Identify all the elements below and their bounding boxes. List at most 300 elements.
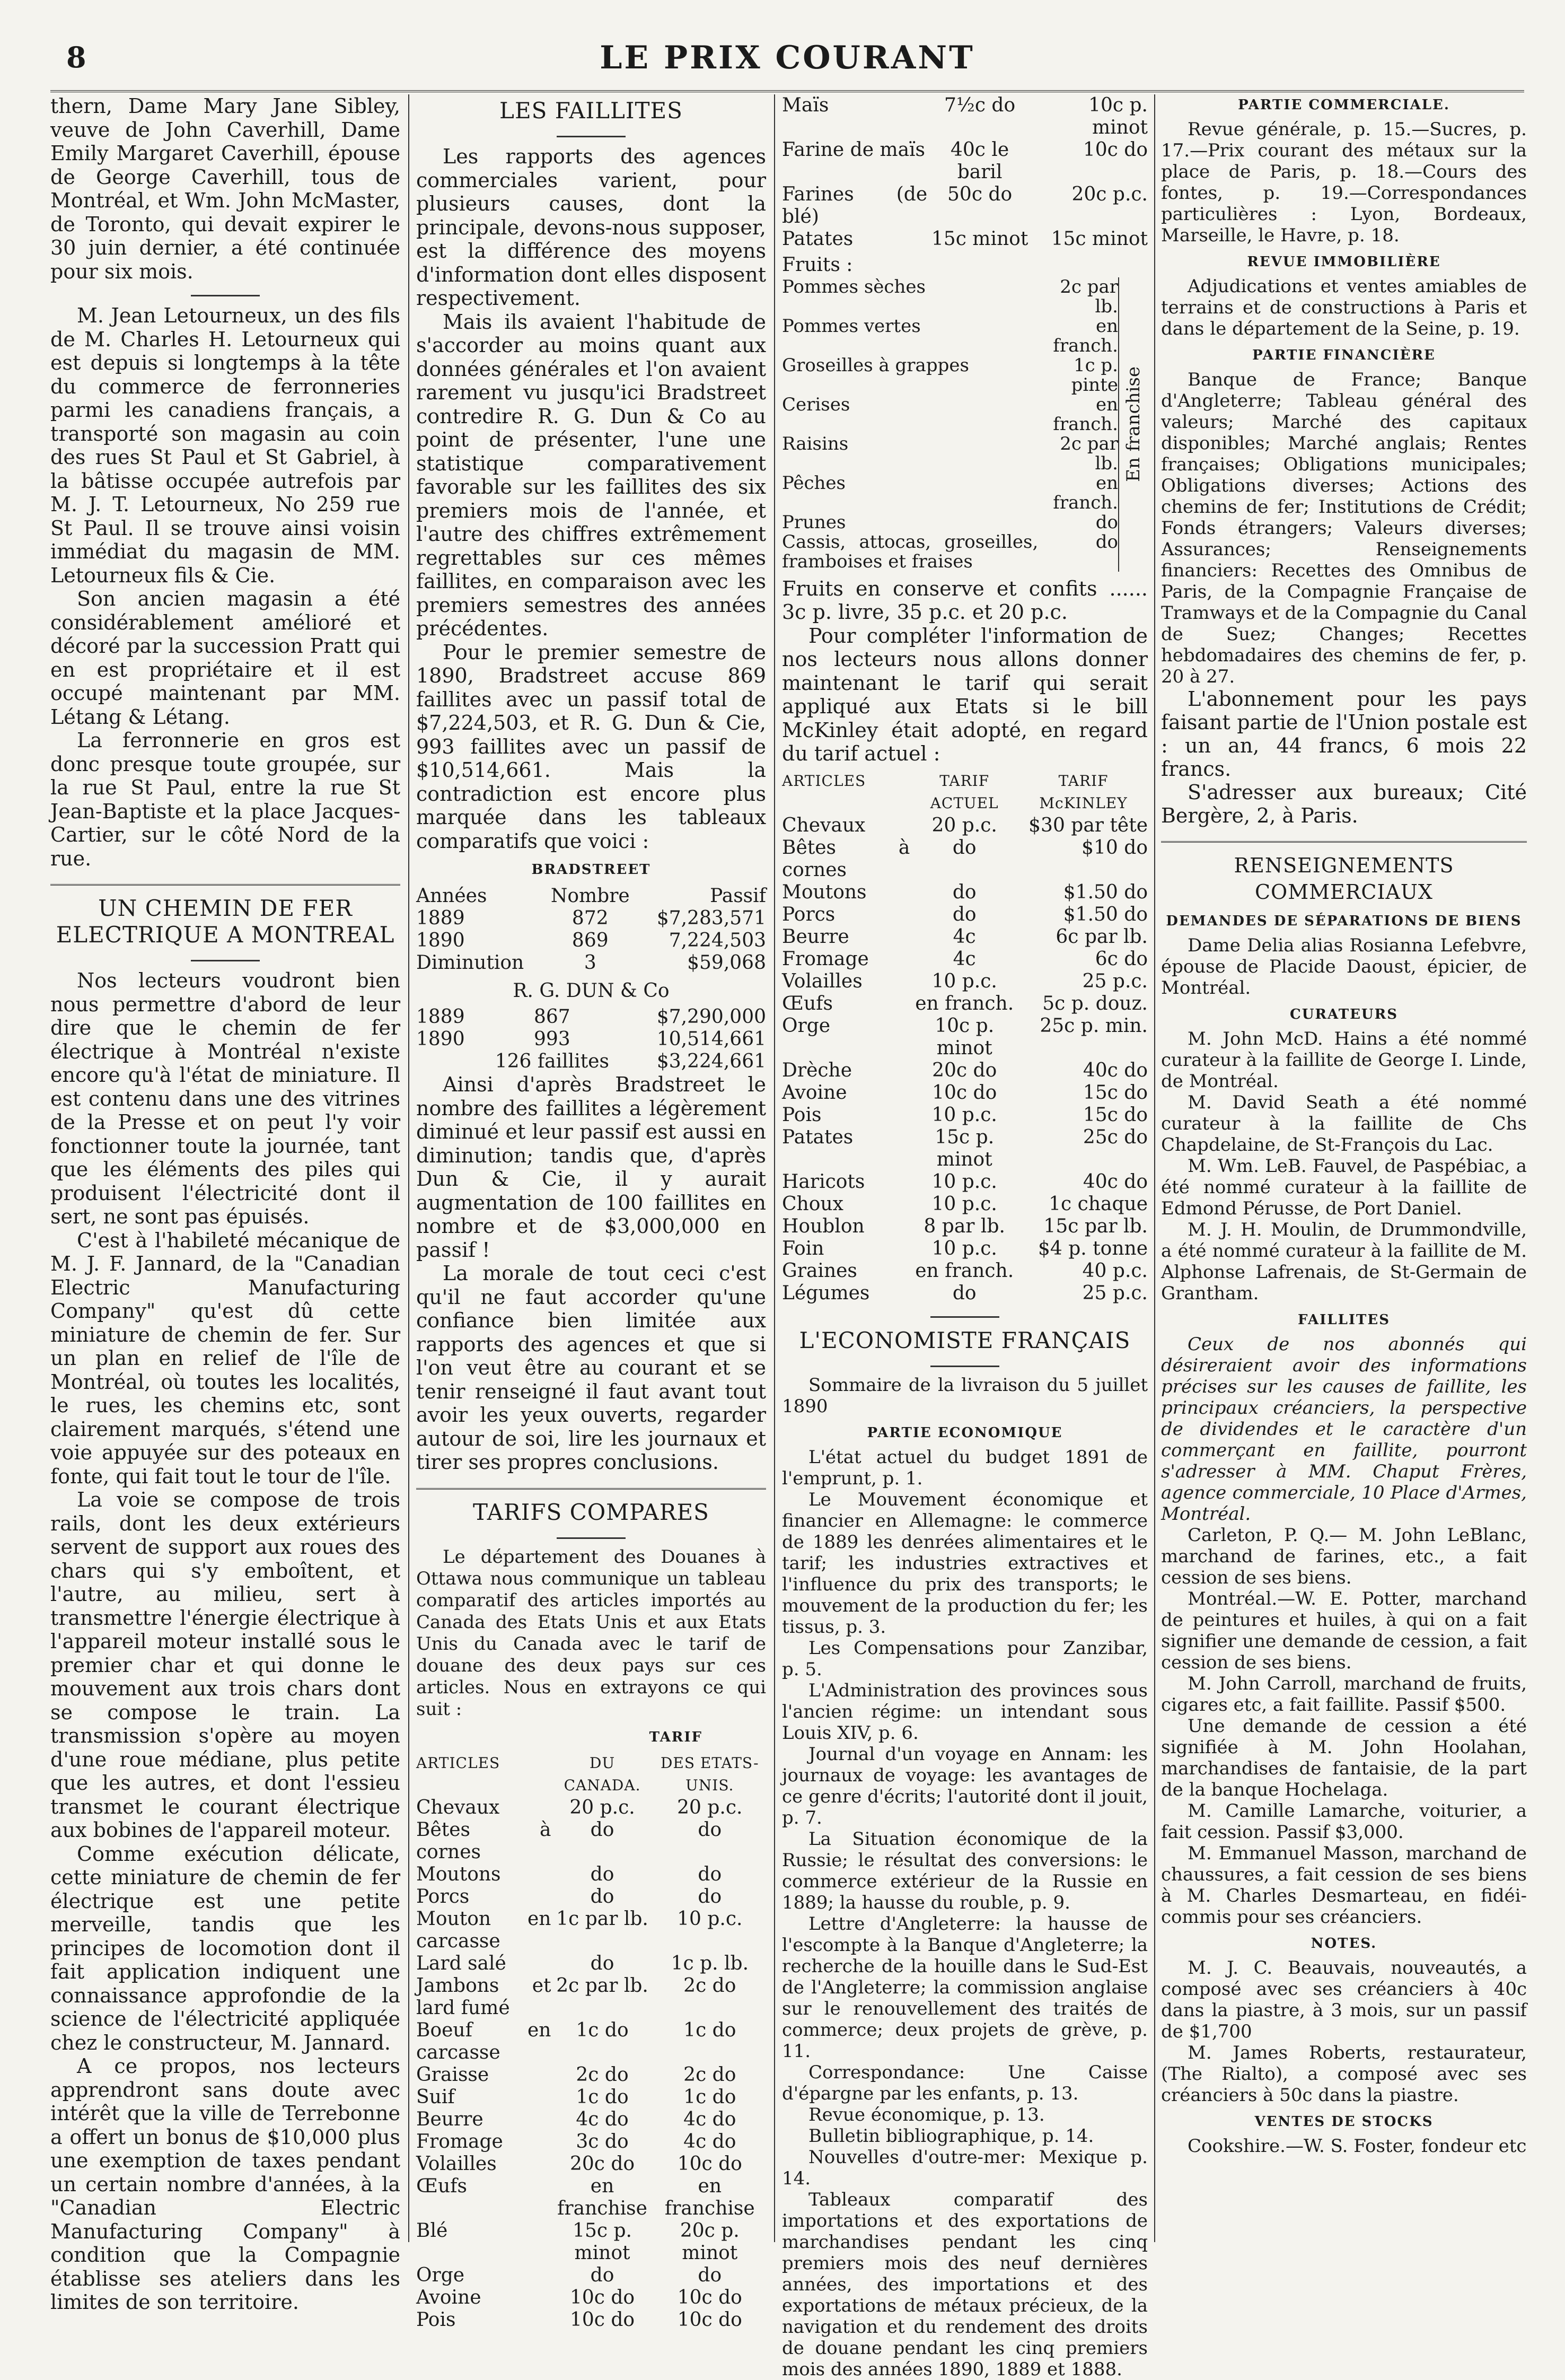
table-cell: 40 p.c.: [1082, 1259, 1148, 1282]
table-cell: 1c do: [576, 2086, 629, 2108]
table-cell: 10 p.c.: [931, 1193, 997, 1215]
table-cell: 4c: [953, 948, 976, 970]
table-row: [416, 1863, 766, 1886]
table-cell: en franchise: [664, 2175, 755, 2219]
table-header: TARIF McKINLEY: [1039, 772, 1128, 812]
dun-table: [416, 1006, 766, 1073]
table-cell: 1889: [416, 1006, 465, 1028]
table-cell: Prunes: [782, 511, 846, 533]
table-cell: 40c le baril: [950, 139, 1009, 183]
table-row: [782, 317, 1118, 356]
table-cell: 15c p. minot: [573, 2220, 632, 2264]
mckinley-table: [782, 770, 1148, 1305]
table-row: [416, 1975, 766, 2019]
table-cell: Porcs: [782, 903, 836, 925]
paragraph: Banque de France; Banque d'Angleterre; Tableau général des valeurs; Marché des capitaux disponibles; Marché anglais; Rentes françaises; Obligations municipales; Obligations diverses; Actions des chemins de fer; Institutions de Crédit; Fonds étrangers; Valeurs diverses; Assurances; Renseignements financiers: Recettes des Omnibus de Paris, de la Compagnie Française de Tramways et de la Compagnie du Canal de Suez; Changes; Recettes hebdomadaires des chemins de fer, p. 20 à 27.: [1161, 369, 1527, 687]
table-cell: do: [698, 1819, 722, 1841]
table-cell: 6c par lb.: [1056, 925, 1148, 948]
table-cell: 10 p.c.: [931, 1104, 997, 1126]
table-cell: Volailles: [416, 2153, 497, 2175]
table-cell: 2c do: [683, 2064, 736, 2086]
masthead-title: LE PRIX COURANT: [600, 39, 975, 76]
table-cell: 10c do: [932, 1081, 997, 1104]
table-cell: do: [698, 1863, 722, 1885]
table-cell: Chevaux: [416, 1797, 500, 1818]
table-cell: 20 p.c.: [931, 814, 997, 836]
paragraph: Revue générale, p. 15.—Sucres, p. 17.—Prix courant des métaux sur la place de Paris, p. 18.—Cours des fontes, p. 19.—Correspondances particulières : Lyon, Bordeaux, Marseille, le Havre, p. 18.: [1161, 119, 1527, 246]
table-cell: do: [952, 1282, 977, 1304]
list-item: Les Compensations pour Zanzibar, p. 5.: [782, 1637, 1148, 1680]
paragraph: La morale de tout ceci c'est qu'il ne faut accorder qu'une confiance bien limitée aux rapports des agences et que si l'on veut être au courant et se tenir renseigné il faut avant tout avoir les yeux ouverts, regarder autour de soi, lire les journaux et tirer ses propres conclusions.: [416, 1262, 766, 1474]
tarifs-table: [416, 1752, 766, 2331]
table-row: [416, 1797, 766, 1819]
table-row: [782, 1015, 1148, 1060]
table-cell: Farines (de blé): [782, 183, 928, 228]
table-cell: 2c par lb.: [1060, 433, 1118, 474]
list-item: Bulletin bibliographique, p. 14.: [808, 2125, 1094, 2147]
table-row: [782, 837, 1148, 881]
table-cell: Boeuf en carcasse: [416, 2019, 551, 2063]
table-row: [782, 1215, 1148, 1238]
list-item: Le Mouvement économique et financier en Allemagne: le commerce de 1889 les denrées alimentaires et le tarif; les industries extractives et l'influence du prix des transports; le mouvement de la production du fer; les tissus, p. 3.: [782, 1489, 1148, 1638]
table-cell: Beurre: [782, 925, 849, 948]
paragraph: Fruits en conserve et confits ...... 3c p. livre, 35 p.c. et 20 p.c.: [782, 576, 1148, 624]
table-header-row: [782, 770, 1148, 815]
paragraph: M. Jean Letourneux, un des fils de M. Charles H. Letourneux qui est depuis si longtemps à la tête du commerce de ferronneries parmi les canadiens français, a transporté son magasin au coin des rues St Paul et St Gabriel, à la bâtisse occupée autrefois par M. J. T. Letourneux, No 259 rue St Paul. Il se trouve ainsi voisin immédiat du magasin de MM. Letourneux fils & Cie.: [50, 304, 400, 587]
table-cell: Raisins: [782, 433, 849, 454]
table-cell: Lard salé: [416, 1953, 506, 1974]
paragraph: Ainsi d'après Bradstreet le nombre des faillites a légèrement diminué et leur passif est aussi en diminution; tandis que, d'après Dun & Cie, il y aurait augmentation de 100 faillites en nombre et de $3,000,000 en passif !: [416, 1073, 766, 1262]
table-header: DES ETATS-UNIS.: [660, 1754, 759, 1794]
list-item: Tableaux comparatif des importations et des exportations de marchandises pendant les cinq premiers mois des neuf dernières années, des importations et des exportations de métaux précieux, de la navigation et du rendement des droits de douane pendant les cinq premiers mois des années 1890, 1889 et 1888.: [782, 2189, 1148, 2380]
table-row: [416, 1028, 766, 1051]
table-cell: 126 faillites: [495, 1051, 609, 1072]
table-row: [782, 993, 1148, 1015]
table-cell: Graisse: [416, 2064, 489, 2086]
table-cell: Moutons: [782, 881, 867, 903]
list-item: L'état actuel du budget 1891 de l'emprunt, p. 1.: [782, 1446, 1148, 1489]
table-row: [782, 948, 1148, 970]
table-caption: R. G. DUN & Co: [513, 979, 670, 1002]
table-cell: 10c do: [677, 2287, 742, 2308]
table-row: [782, 926, 1148, 948]
table-row: [782, 474, 1118, 513]
table-row: [782, 970, 1148, 993]
table-row: [416, 1051, 766, 1073]
table-cell: 4c do: [576, 2108, 629, 2130]
table-header: ARTICLES: [782, 772, 866, 790]
table-cell: Foin: [782, 1237, 824, 1259]
table-cell: 25 p.c.: [1082, 1282, 1148, 1304]
table-row: [416, 2220, 766, 2264]
divider: [557, 136, 626, 137]
table-row: [416, 2019, 766, 2064]
table-header-row: [416, 885, 766, 907]
table-row: [782, 139, 1148, 183]
divider: [557, 1537, 626, 1539]
table-cell: Houblon: [782, 1215, 865, 1237]
list-item: M. David Seath a été nommé curateur à la faillite de Chs Chapdelaine, de St-François du Lac.: [1161, 1092, 1527, 1156]
table-row: [416, 1908, 766, 1953]
list-item: M. James Roberts, restaurateur, (The Rialto), a composé avec ses créanciers à 50c dans la piastre.: [1161, 2042, 1527, 2106]
table-row: [782, 1238, 1148, 1260]
table-cell: 20c p. minot: [680, 2220, 740, 2264]
list-item: Une demande de cession a été signifiée à M. John Hoolahan, marchandises de fantaisie, de la part de la banque Hochelaga.: [1161, 1716, 1527, 1800]
table-cell: do: [1095, 511, 1118, 533]
list-item: M. Wm. LeB. Fauvel, de Paspébiac, a été nommé curateur à la faillite de Edmond Pérusse, de Port Daniel.: [1161, 1156, 1527, 1219]
table-cell: 1c do: [683, 2019, 736, 2041]
fruits-block: [782, 277, 1148, 572]
fruits-table: [782, 277, 1118, 572]
table-cell: 993: [533, 1028, 570, 1050]
table-cell: 3c do: [576, 2131, 629, 2152]
table-cell: Fromage: [416, 2131, 503, 2152]
subsection-label: NOTES.: [1311, 1936, 1377, 1952]
column-2: [416, 94, 766, 2331]
table-cell: 3: [584, 951, 596, 974]
table-row: [782, 1104, 1148, 1126]
table-cell: Beurre: [416, 2108, 483, 2130]
table-row: [782, 277, 1118, 317]
section-divider: [1161, 841, 1527, 843]
table-row: [782, 356, 1118, 395]
table-cell: 4c do: [683, 2108, 736, 2130]
column-rule: [774, 94, 775, 2242]
table-cell: Graines: [782, 1259, 857, 1282]
table-row: [416, 2287, 766, 2309]
table-cell: en franch.: [1053, 472, 1118, 513]
divider: [191, 960, 260, 961]
table-cell: 10,514,661: [656, 1028, 766, 1050]
table-cell: 10c do: [677, 2153, 742, 2175]
subsection-label: PARTIE FINANCIÈRE: [1252, 347, 1436, 363]
table-cell: 20 p.c.: [569, 1797, 635, 1818]
list-item: Journal d'un voyage en Annam: les journaux de voyage: les avantages de ce genre d'écrits; l'autorité dont il jouit, p. 7.: [782, 1743, 1148, 1828]
table-cell: 1c p. pinte: [1071, 354, 1118, 396]
list-item: Carleton, P. Q.— M. John LeBlanc, marchand de farines, etc., a fait cession de ses biens.: [1161, 1525, 1527, 1588]
paragraph: Son ancien magasin a été considérablement amélioré et décoré par la succession Pratt qui en est propriétaire et il est occupé maintenant par MM. Létang & Létang.: [50, 587, 400, 729]
table-cell: Légumes: [782, 1282, 870, 1304]
table-cell: Maïs: [782, 94, 829, 116]
subsection-label: REVUE IMMOBILIÈRE: [1247, 254, 1441, 270]
table-cell: $30 par tête: [1028, 814, 1148, 836]
table-cell: 40c do: [1083, 1170, 1148, 1193]
table-cell: 10 p.c.: [931, 1170, 997, 1193]
table-cell: 25c do: [1083, 1126, 1148, 1148]
table-cell: Suif: [416, 2086, 455, 2108]
list-item: M. Camille Lamarche, voiturier, a fait cession. Passif $3,000.: [1161, 1800, 1527, 1843]
table-cell: 20c p.c.: [1071, 183, 1148, 205]
table-row: [416, 907, 766, 930]
paragraph: L'abonnement pour les pays faisant partie de l'Union postale est : un an, 44 francs, 6 mois 22 francs.: [1161, 687, 1527, 781]
subsection-label: DEMANDES DE SÉPARATIONS DE BIENS: [1166, 913, 1522, 929]
table-cell: Diminution: [416, 951, 524, 974]
table-cell: $10 do: [1082, 836, 1148, 859]
table-row: [782, 904, 1148, 926]
franchise-bracket: [1118, 277, 1148, 572]
table-caption: TARIF: [649, 1729, 702, 1745]
table-cell: 1c chaque: [1049, 1193, 1148, 1215]
list-item: M. Emmanuel Masson, marchand de chaussures, a fait cession de ses biens à M. Charles Desmarteau, en fidéi-commis pour ses créanciers.: [1161, 1843, 1527, 1928]
paragraph: thern, Dame Mary Jane Sibley, veuve de John Caverhill, Dame Emily Margaret Caverhill, épouse de George Caverhill, tous de Montréal, et Wm. John McMaster, de Toronto, qui devait expirer le 30 juin dernier, a été continuée pour six mois.: [50, 94, 400, 283]
table-cell: do: [698, 2264, 722, 2286]
table-cell: Patates: [782, 1126, 854, 1148]
table-cell: 15c p. minot: [935, 1126, 995, 1170]
table-cell: 25c p. min.: [1040, 1014, 1148, 1037]
table-cell: $1.50 do: [1063, 903, 1148, 925]
table-cell: Bêtes à cornes: [782, 836, 910, 881]
table-cell: 15c par lb.: [1043, 1215, 1148, 1237]
table-cell: 10 p.c.: [931, 1237, 997, 1259]
column-rule: [408, 94, 409, 2242]
table-row: [416, 2064, 766, 2086]
page-number: 8: [66, 40, 86, 74]
column-rule: [1154, 94, 1155, 2242]
table-cell: $4 p. tonne: [1038, 1237, 1148, 1259]
table-cell: 1c do: [576, 2019, 629, 2041]
table-cell: Haricots: [782, 1170, 865, 1193]
table-header: Années: [416, 885, 487, 907]
table-cell: $3,224,661: [656, 1051, 766, 1072]
table-cell: 4c do: [683, 2131, 736, 2152]
table-row: [782, 434, 1118, 474]
section-title: TARIFS COMPARES: [473, 1499, 709, 1525]
list-item: M. John Carroll, marchand de fruits, cigares etc, a fait faillite. Passif $500.: [1161, 1673, 1527, 1716]
paragraph: Pour le premier semestre de 1890, Bradstreet accuse 869 faillites avec un passif total de $7,224,503, et R. G. Dun & Cie, 993 faillites avec un passif de $10,514,661. Mais la contradiction est encore plus marquée dans les tableaux comparatifs que voici :: [416, 640, 766, 853]
table-row: [782, 532, 1118, 572]
table-cell: 1c do: [683, 2086, 736, 2108]
table-cell: 20c do: [932, 1059, 997, 1081]
franchise-label: En franchise: [1122, 366, 1144, 482]
table-header: Nombre: [550, 885, 630, 907]
table-cell: 5c p. douz.: [1042, 992, 1148, 1014]
table-cell: Pois: [782, 1104, 822, 1126]
section-title: UN CHEMIN DE FER ELECTRIQUE A MONTREAL: [56, 895, 395, 948]
table-row: [782, 94, 1148, 139]
table-row: [782, 228, 1148, 250]
table-row: [416, 2131, 766, 2153]
table-cell: 10c do: [677, 2309, 742, 2331]
table-cell: Volailles: [782, 970, 863, 992]
column-4: [1161, 94, 1527, 2242]
subsection-label: PARTIE COMMERCIALE.: [1238, 97, 1450, 113]
fruits-label: Fruits :: [782, 254, 853, 276]
table-cell: do: [952, 903, 977, 925]
economiste-summary: [782, 1375, 1148, 2380]
table-cell: $7,283,571: [656, 907, 766, 929]
list-item: Lettre d'Angleterre: la hausse de l'escompte à la Banque d'Angleterre; la recherche de la houille dans le Sud-Est de l'Angleterre; la commission anglaise sur le renouvellement des traités de commerce; deux projets de grève, p. 11.: [782, 1913, 1148, 2062]
table-cell: Groseilles à grappes: [782, 354, 969, 376]
paragraph: Pour compléter l'information de nos lecteurs nous allons donner maintenant le tarif qui serait appliqué aux Etats si le bill McKinley était adopté, en regard du tarif actuel :: [782, 624, 1148, 765]
table-cell: 869: [572, 929, 609, 951]
table-cell: Choux: [782, 1193, 843, 1215]
table-row: [782, 395, 1118, 434]
table-row: [416, 2175, 766, 2220]
paragraph: Sommaire de la livraison du 5 juillet 1890: [782, 1374, 1148, 1417]
table-row: [782, 1171, 1148, 1193]
table-header: DU CANADA.: [564, 1754, 641, 1794]
table-cell: $1.50 do: [1063, 881, 1148, 903]
table-cell: do: [698, 1886, 722, 1908]
table-cell: Orge: [782, 1014, 831, 1037]
table-row: [782, 1060, 1148, 1082]
table-cell: Avoine: [782, 1081, 847, 1104]
table-cell: 10c do: [569, 2309, 635, 2331]
table-cell: 1890: [416, 1028, 465, 1050]
table-cell: Orge: [416, 2264, 465, 2286]
divider: [930, 1366, 999, 1367]
table-cell: 40c do: [1083, 1059, 1148, 1081]
table-cell: en franch.: [915, 1259, 1014, 1282]
table-row: [416, 1006, 766, 1028]
table-cell: en franch.: [915, 992, 1014, 1014]
table-cell: 2c par lb.: [556, 1975, 648, 1997]
table-cell: 1889: [416, 907, 465, 929]
table-cell: 1c par lb.: [556, 1908, 648, 1930]
table-cell: Drèche: [782, 1059, 852, 1081]
table-cell: 10 p.c.: [931, 970, 997, 992]
table-cell: Moutons: [416, 1863, 501, 1885]
table-cell: $59,068: [687, 951, 766, 974]
table-cell: 50c do: [947, 183, 1013, 205]
table-row: [782, 1193, 1148, 1215]
table-header: Passif: [710, 885, 766, 907]
table-cell: 1890: [416, 929, 465, 951]
table-cell: 2c do: [683, 1975, 736, 1997]
table-cell: en franch.: [1053, 393, 1118, 435]
table-row: [782, 881, 1148, 904]
table-row: [782, 1126, 1148, 1171]
table-cell: 872: [572, 907, 609, 929]
paragraph: Le département des Douanes à Ottawa nous communique un tableau comparatif des articles importés au Canada des Etats Unis et aux Etats Unis du Canada avec le tarif de douane des deux pays sur ces articles. Nous en extrayons ce qui suit :: [416, 1546, 766, 1720]
list-item: Cookshire.—W. S. Foster, fondeur etc: [1188, 2136, 1527, 2157]
table-row: [782, 1282, 1148, 1305]
subsection-label: PARTIE ECONOMIQUE: [867, 1424, 1063, 1441]
table-cell: do: [590, 1953, 614, 1974]
table-cell: Avoine: [416, 2287, 481, 2308]
table-cell: Jambons et lard fumé: [416, 1975, 551, 2019]
table-cell: Blé: [416, 2220, 448, 2242]
list-item: M. John McD. Hains a été nommé curateur à la faillite de George I. Linde, de Montréal.: [1161, 1028, 1527, 1092]
paragraph: S'adresser aux bureaux; Cité Bergère, 2, à Paris.: [1161, 781, 1527, 827]
table-row: [782, 513, 1118, 532]
table-cell: 25 p.c.: [1082, 970, 1148, 992]
table-cell: Pois: [416, 2309, 456, 2331]
list-item: L'Administration des provinces sous l'ancien régime: un intendant sous Louis XIV, p. 6.: [782, 1679, 1148, 1744]
table-cell: Pêches: [782, 472, 846, 494]
table-cell: 10c do: [1083, 139, 1148, 161]
table-cell: Cerises: [782, 393, 850, 415]
table-caption: BRADSTREET: [531, 862, 651, 878]
table-row: [416, 952, 766, 974]
table-cell: do: [590, 1863, 614, 1885]
paragraph: Comme exécution délicate, cette miniature de chemin de fer électrique est une petite merveille, tandis que les principes de locomotion dont il fait application indiquent une connaissance approfondie de la science de l'électricité appliquée chez le constructeur, M. Jannard.: [50, 1842, 400, 2054]
table-cell: do: [952, 836, 977, 859]
table-cell: 20c do: [569, 2153, 635, 2175]
table-cell: Œufs: [416, 2175, 467, 2197]
table-cell: 6c do: [1095, 948, 1148, 970]
table-row: [782, 1082, 1148, 1104]
paragraph: Les rapports des agences commerciales varient, pour plusieurs causes, dont la principale, devons-nous supposer, est la différence des moyens d'information dont elles disposent respectivement.: [416, 145, 766, 310]
table-cell: Fromage: [782, 948, 869, 970]
table-row: [416, 1886, 766, 1908]
list-item: M. J. H. Moulin, de Drummondville, a été nommé curateur à la faillite de M. Alphonse Lafrenais, de St-Germain de Grantham.: [1161, 1219, 1527, 1304]
paragraph: La ferronnerie en gros est donc presque toute groupée, sur la rue St Paul, entre la rue St Jean-Baptiste et la place Jacques-Cartier, sur le côté Nord de la rue.: [50, 729, 400, 870]
paragraph: C'est à l'habileté mécanique de M. J. F. Jannard, de la "Canadian Electric Manufacturing Company" qu'est dû cette miniature de chemin de fer. Sur un plan en relief de l'île de Montréal, où toutes les localités, le rues, les chemins etc, sont clairement marqués, s'étend une voie appuyée sur des poteaux en fonte, qui fait tout le tour de l'île.: [50, 1228, 400, 1488]
table-cell: do: [1095, 531, 1118, 553]
table-row: [416, 2086, 766, 2108]
table-cell: Pommes vertes: [782, 315, 921, 337]
table-cell: do: [590, 2264, 614, 2286]
table-cell: 7½c do: [944, 94, 1016, 116]
tarifs-table-continued: [782, 94, 1148, 250]
table-cell: 10 p.c.: [677, 1908, 743, 1930]
table-cell: 2c do: [576, 2064, 629, 2086]
table-cell: Œufs: [782, 992, 833, 1014]
table-cell: Porcs: [416, 1886, 470, 1908]
table-cell: Patates: [782, 228, 854, 250]
table-cell: Farine de maïs: [782, 139, 926, 161]
table-cell: 8 par lb.: [924, 1215, 1005, 1237]
table-row: [416, 930, 766, 952]
table-cell: Bêtes à cornes: [416, 1819, 551, 1863]
table-row: [416, 2264, 766, 2287]
table-row: [782, 1260, 1148, 1282]
section-title: LES FAILLITES: [499, 98, 683, 124]
table-row: [416, 2153, 766, 2175]
table-cell: en franch.: [1053, 315, 1118, 356]
table-cell: 20 p.c.: [677, 1797, 743, 1818]
paragraph: Ceux de nos abonnés qui désireraient avoir des informations précises sur les causes de faillite, les principaux créanciers, la perspective de dividendes et le caractère d'un commerçant en faillite, pourront s'adresser à MM. Chaput Frères, agence commerciale, 10 Place d'Armes, Montréal.: [1161, 1334, 1527, 1525]
table-row: [416, 2108, 766, 2131]
table-cell: 2c par lb.: [1060, 276, 1118, 317]
list-item: La Situation économique de la Russie; le résultat des conversions: le commerce extérieur de la Russie en 1889; la hausse du rouble, p. 9.: [782, 1828, 1148, 1913]
table-cell: 15c do: [1083, 1081, 1148, 1104]
table-cell: Cassis, attocas, groseilles, framboises et fraises: [782, 531, 1039, 572]
paragraph: La voie se compose de trois rails, dont les deux extérieurs servent de support aux roues des chars qui s'y emboîtent, et l'autre, au milieu, sert à transmettre l'énergie électrique à l'appareil moteur installé sous le premier char et qui donne le mouvement aux trois chars dont se compose le train. La transmission s'opère au moyen d'une roue médiane, plus petite que les autres, et dont l'essieu transmet le courant électrique aux bobines de l'appareil moteur.: [50, 1488, 400, 1842]
table-row: [782, 183, 1148, 228]
paragraph: Dame Delia alias Rosianna Lefebvre, épouse de Placide Daoust, épicier, de Montréal.: [1161, 935, 1527, 999]
section-title: L'ECONOMISTE FRANÇAIS: [799, 1327, 1131, 1353]
table-cell: 15c minot: [1051, 228, 1148, 250]
table-cell: 10c do: [569, 2287, 635, 2308]
table-cell: 10c p. minot: [935, 1014, 995, 1059]
paragraph: Adjudications et ventes amiables de terrains et de constructions à Paris et dans le département de la Seine, p. 19.: [1161, 276, 1527, 339]
paragraph: Nos lecteurs voudront bien nous permettre d'abord de leur dire que le chemin de fer électrique à Montréal n'existe encore qu'à l'état de miniature. Il est contenu dans une des vitrines de la Presse et on peut l'y voir fonctionner toute la journée, tant que les éléments des piles qui produisent l'électricité dont il sert, ne sont pas épuisés.: [50, 969, 400, 1228]
subsection-label: VENTES DE STOCKS: [1254, 2114, 1434, 2130]
table-cell: do: [590, 1886, 614, 1908]
table-cell: Pommes sèches: [782, 276, 926, 298]
table-cell: do: [590, 1819, 614, 1841]
table-header: ARTICLES: [416, 1754, 500, 1772]
section-divider: [50, 884, 400, 886]
table-cell: do: [952, 881, 977, 903]
table-cell: en franchise: [557, 2175, 647, 2219]
divider: [191, 295, 260, 296]
table-cell: 15c do: [1083, 1104, 1148, 1126]
paragraph: Mais ils avaient l'habitude de s'accorder au moins quant aux données générales et l'on avaient rarement vu jusqu'ici Bradstreet contredire R. G. Dun & Co au point de présenter, l'une une statistique comparativement favorable sur les faillites des six premiers mois de l'année, et l'autre des chiffres extrêmement regrettables sur ces mêmes faillites, en comparaison avec les premiers semestres des années précédentes.: [416, 310, 766, 640]
bradstreet-table: [416, 885, 766, 974]
table-cell: Mouton en carcasse: [416, 1908, 551, 1952]
list-item: Revue économique, p. 13.: [808, 2104, 1045, 2125]
subsection-label: CURATEURS: [1290, 1007, 1398, 1022]
list-item: Nouvelles d'outre-mer: Mexique p. 14.: [782, 2146, 1148, 2189]
table-row: [416, 2309, 766, 2331]
list-item: M. J. C. Beauvais, nouveautés, a composé avec ses créanciers à 40c dans la piastre, à 3 mois, sur un passif de $1,700: [1161, 1957, 1527, 2042]
table-header: TARIF ACTUEL: [930, 772, 999, 812]
table-row: [782, 815, 1148, 837]
section-title: RENSEIGNEMENTS COMMERCIAUX: [1234, 854, 1454, 904]
